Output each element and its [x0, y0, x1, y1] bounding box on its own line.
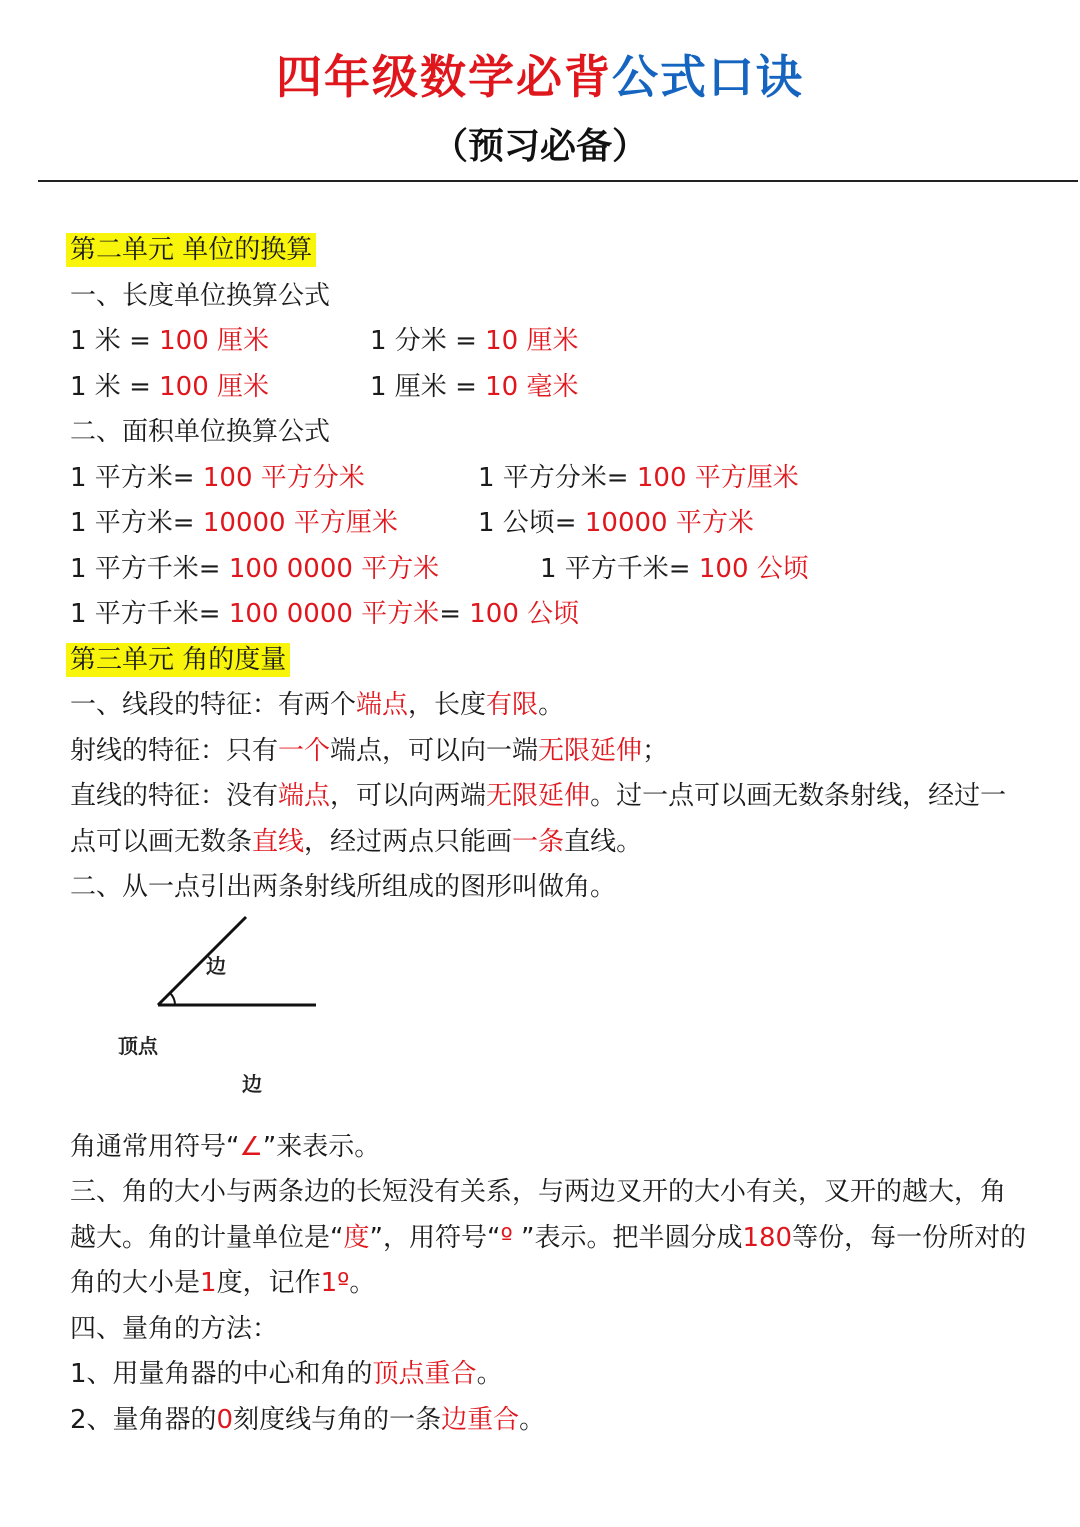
conversion-value: 100 厘米 [159, 326, 270, 356]
unit3-heading: 第三单元 角的度量 [66, 643, 290, 677]
content [70, 228, 1030, 1443]
text-span: 。 [349, 1268, 376, 1298]
measure-step-1 [70, 1352, 1030, 1398]
text-span: 度，记作 [216, 1268, 321, 1298]
conversion [70, 501, 478, 547]
key-term: 180 [742, 1222, 793, 1253]
angle-definition: 二、从一点引出两条射线所组成的图形叫做角。 [70, 872, 617, 902]
conversion-value: 10000 平方米 [584, 508, 754, 538]
text-span: ，可以向两端 [330, 781, 487, 811]
text-span: 射线的特征：只有 [70, 735, 279, 766]
area-row [70, 501, 1030, 547]
area-row [70, 456, 1030, 502]
text-span: 直线。 [564, 826, 643, 857]
text-span: 端点，可以向一端 [330, 735, 539, 766]
segment-paragraph [70, 683, 1030, 729]
conversion-value: 10 毫米 [485, 371, 579, 402]
conversion-left: 1 平方千米= [70, 599, 229, 629]
key-term: 边重合 [441, 1404, 520, 1435]
unit2-heading: 第二单元 单位的换算 [66, 233, 316, 267]
edge-top-label: 边 [206, 953, 226, 978]
conversion-value: 10 厘米 [485, 326, 579, 356]
key-term: 0 [216, 1404, 234, 1435]
conversion-left: 1 米 = [70, 326, 160, 356]
key-term: 无限延伸 [538, 735, 643, 766]
conversion-left: 1 平方米= [70, 508, 203, 538]
page-title [0, 42, 1080, 112]
conversion-left: 1 平方千米= [540, 553, 699, 584]
conversion [478, 463, 799, 493]
key-term: 有限 [486, 690, 539, 720]
length-row [70, 365, 1030, 411]
conversion-value: 100 厘米 [159, 371, 270, 402]
conversion-value: 100 平方厘米 [636, 462, 799, 493]
conversion-left: 1 公顷= [478, 508, 585, 538]
conversion-left: 1 平方米= [70, 462, 203, 493]
key-term: º [500, 1222, 513, 1253]
key-term: 一条 [512, 826, 565, 857]
key-term: 端点 [278, 781, 331, 811]
conversion-left: 1 分米 = [370, 326, 486, 356]
text-span: 。 [519, 1404, 546, 1435]
unit2-heading-line [70, 228, 1030, 274]
conversion [540, 554, 809, 584]
conversion-value: 100 公顷 [698, 553, 809, 584]
conversion-value: 100 0000 平方米 [228, 599, 440, 629]
length-row [70, 319, 1030, 365]
area-row-last [70, 592, 1030, 638]
text-span: 。 [476, 1359, 503, 1389]
conversion-equals: = [439, 599, 470, 629]
text-span: 。 [538, 690, 565, 720]
angle-diagram [70, 911, 410, 1125]
measure-heading: 四、量角的方法： [70, 1313, 279, 1344]
conversion [478, 508, 754, 538]
text-span: 直线的特征：没有 [70, 781, 279, 811]
page-subtitle: （预习必备） [431, 125, 648, 167]
text-span: 1、用量角器的中心和角的 [70, 1359, 373, 1389]
text-span: ”表示。把半圆分成 [512, 1222, 743, 1253]
measure-step-2 [70, 1398, 1030, 1444]
header-divider [38, 180, 1078, 182]
ray-paragraph [70, 729, 1030, 775]
title-red-part: 四年级数学必背 [276, 50, 612, 104]
angle-arc [170, 993, 175, 1005]
text-span: 角通常用符号“ [70, 1131, 240, 1162]
conversion-value: 10000 平方厘米 [202, 508, 398, 538]
conversion-value: 100 公顷 [469, 599, 580, 629]
conversion-left: 1 米 = [70, 371, 160, 402]
key-term: ∠ [239, 1131, 263, 1162]
text-span: 三、角的大小与两条边的长短没有关系，与两边叉开的大小有关，叉开的越大，角越大。角的计量单位是“ [70, 1177, 1007, 1253]
conversion-value: 100 0000 平方米 [228, 553, 440, 584]
title-blue-part: 公式口诀 [612, 50, 804, 104]
conversion [70, 319, 370, 365]
text-span: ； [642, 735, 669, 766]
angle-symbol-paragraph [70, 1125, 1030, 1171]
conversion-left: 1 厘米 = [370, 371, 486, 402]
conversion-left: 1 平方分米= [478, 462, 637, 493]
key-term: 直线 [252, 826, 305, 857]
key-term: 度 [343, 1222, 370, 1253]
text-span: 2、量角器的 [70, 1404, 217, 1435]
conversion-value: 100 平方分米 [202, 462, 365, 493]
area-heading: 二、面积单位换算公式 [70, 417, 331, 447]
edge-bottom-label: 边 [242, 1071, 262, 1096]
angle-size-paragraph [70, 1170, 1030, 1307]
conversion [70, 456, 478, 502]
area-row [70, 547, 1030, 593]
line-paragraph [70, 774, 1030, 865]
key-term: 无限延伸 [486, 781, 591, 811]
length-heading: 一、长度单位换算公式 [70, 280, 331, 311]
key-term: 顶点重合 [372, 1359, 477, 1389]
key-term: 1º [320, 1268, 350, 1298]
conversion [70, 365, 370, 411]
angle-top-ray [158, 917, 246, 1005]
conversion [70, 547, 540, 593]
vertex-label: 顶点 [118, 1033, 158, 1058]
text-span: 刻度线与角的一条 [233, 1404, 442, 1435]
conversion-left: 1 平方千米= [70, 553, 229, 584]
angle-figure [70, 911, 1030, 1125]
key-term: 一个 [278, 735, 331, 766]
text-span: ，经过两点只能画 [304, 826, 513, 857]
text-span: ”来表示。 [262, 1131, 381, 1162]
conversion [370, 372, 578, 402]
key-term: 端点 [356, 690, 409, 720]
conversion [370, 326, 578, 356]
text-span: ，长度 [408, 690, 487, 720]
text-span: ”，用符号“ [369, 1222, 501, 1253]
text-span: 一、线段的特征：有两个 [70, 690, 357, 720]
unit3-heading-line [70, 638, 1030, 684]
text-span: 等份，每一份所对的角的大小是 [70, 1222, 1027, 1298]
text-span: 。过一点可以画无数条射线，经过一点可以画无数条 [70, 781, 1007, 857]
key-term: 1 [200, 1268, 217, 1298]
